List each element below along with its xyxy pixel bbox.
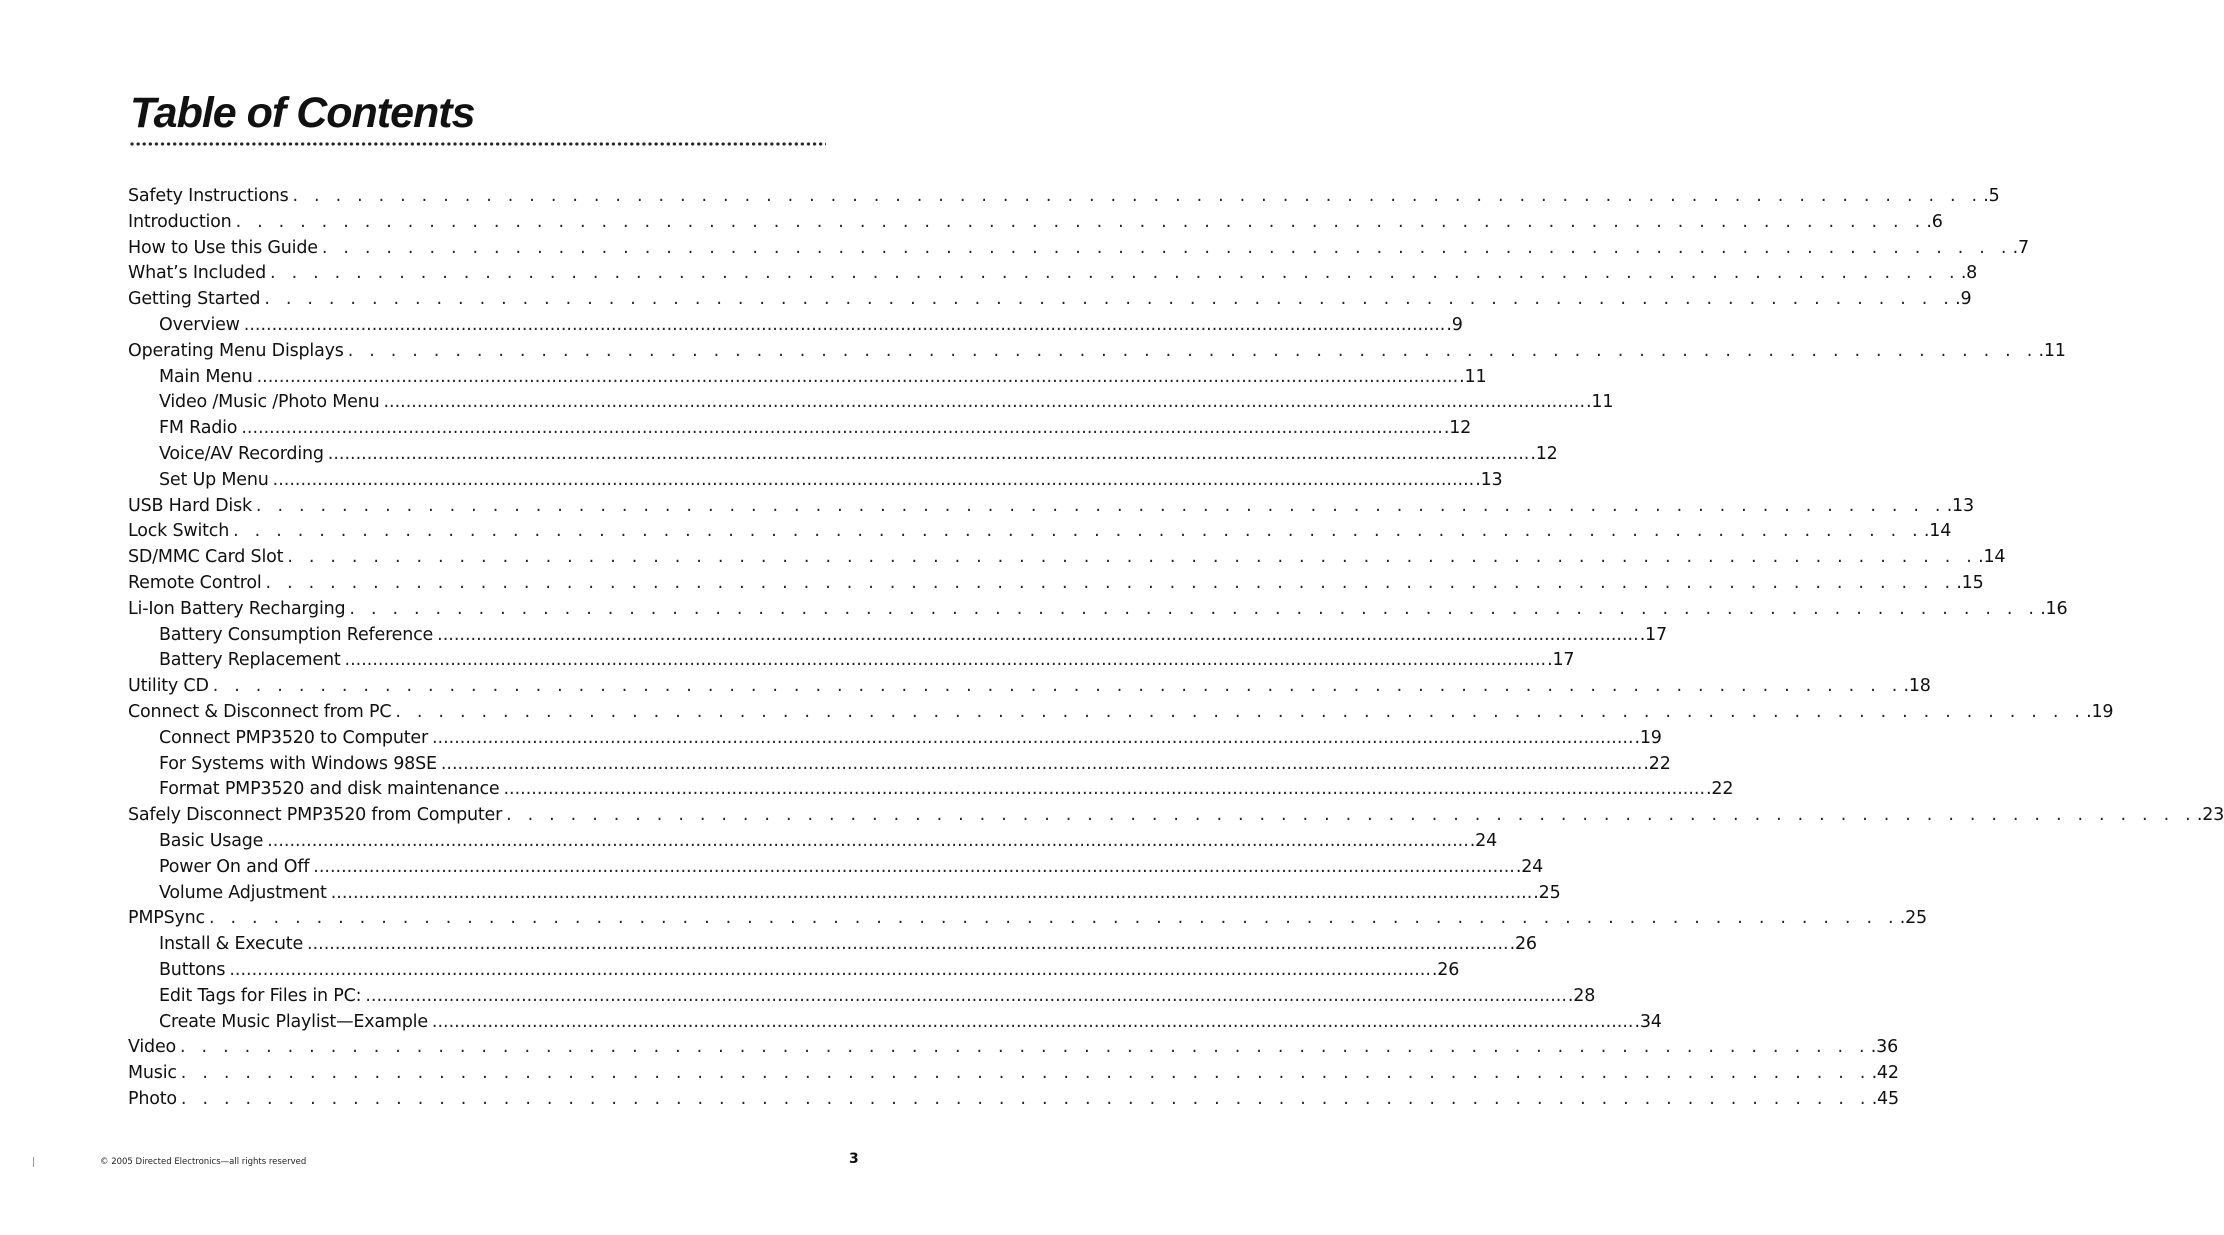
toc-entry-label: Power On and Off: [159, 856, 310, 877]
dot-leader: . . . . . . . . . . . . . . . . . . . . . . . . . . . . . . . . . . . . . . . . . . . . . . . . . . . . . . . . . . . . . . . . . . . . . . . . . . . . . . .: [321, 237, 2012, 258]
toc-subentry[interactable]: [128, 855, 1544, 881]
toc-entry[interactable]: [128, 339, 2066, 365]
toc-entry-page: .28: [1567, 985, 1596, 1006]
toc-entry[interactable]: [128, 545, 2006, 571]
toc-entry-label: FM Radio: [159, 418, 238, 439]
dot-leader: . . . . . . . . . . . . . . . . . . . . . . . . . . . . . . . . . . . . . . . . . . . . . . . . . . . . . . . . . . . . . . . . . . . . . . . . . . . . . . .: [506, 805, 2196, 826]
dot-leader: ........................................................................................................................................................................................................................: [431, 727, 1634, 748]
toc-subentry[interactable]: [128, 752, 1671, 778]
toc-subentry[interactable]: [128, 881, 1561, 907]
toc-entry-page: .25: [1533, 882, 1561, 903]
toc-entry[interactable]: [128, 494, 1974, 520]
toc-entry-label: Buttons: [159, 959, 226, 980]
toc-entry[interactable]: [128, 1087, 1899, 1113]
toc-entry-page: .14: [1978, 547, 2006, 568]
toc-entry-label: Edit Tags for Files in PC:: [159, 985, 362, 1006]
toc-entry[interactable]: [128, 236, 2029, 262]
page-title: Table of Contents: [130, 89, 475, 137]
dot-leader: . . . . . . . . . . . . . . . . . . . . . . . . . . . . . . . . . . . . . . . . . . . . . . . . . . . . . . . . . . . . . . . . . . . . . . . . . . . . . . .: [235, 211, 1926, 232]
dot-leader: ........................................................................................................................................................................................................................: [256, 366, 1459, 387]
toc-entry-label: Video /Music /Photo Menu: [159, 392, 380, 413]
toc-entry-label: Connect & Disconnect from PC: [128, 701, 392, 722]
dot-leader: . . . . . . . . . . . . . . . . . . . . . . . . . . . . . . . . . . . . . . . . . . . . . . . . . . . . . . . . . . . . . . . . . . . . . . . . . . . . . . .: [287, 547, 1978, 568]
toc-subentry[interactable]: [128, 932, 1537, 958]
toc-entry-label: SD/MMC Card Slot: [128, 547, 284, 568]
toc-entry-page: .16: [2040, 598, 2068, 619]
page-number: 3: [849, 1151, 859, 1167]
dot-leader: ........................................................................................................................................................................................................................: [243, 314, 1446, 335]
toc-subentry[interactable]: [128, 468, 1503, 494]
footer-copyright: © 2005 Directed Electronics—all rights reserved: [100, 1157, 307, 1167]
toc-entry-label: How to Use this Guide: [128, 237, 318, 258]
dot-leader: . . . . . . . . . . . . . . . . . . . . . . . . . . . . . . . . . . . . . . . . . . . . . . . . . . . . . . . . . . . . . . . . . . . . . . . . . . . . . . .: [212, 676, 1903, 697]
toc-entry-label: Getting Started: [128, 289, 261, 310]
toc-entry[interactable]: [128, 700, 2114, 726]
toc-entry-page: .18: [1903, 676, 1931, 697]
toc-entry-page: .34: [1634, 1011, 1662, 1032]
dot-leader: ........................................................................................................................................................................................................................: [313, 856, 1515, 877]
toc-entry-label: Battery Consumption Reference: [159, 624, 434, 645]
dot-leader: ........................................................................................................................................................................................................................: [344, 650, 1547, 671]
toc-entry-label: Video: [128, 1037, 177, 1058]
toc-entry-page: .25: [1899, 908, 1927, 929]
toc-subentry[interactable]: [128, 442, 1558, 468]
dot-leader: . . . . . . . . . . . . . . . . . . . . . . . . . . . . . . . . . . . . . . . . . . . . . . . . . . . . . . . . . . . . . . . . . . . . . . . . . . . . . . .: [180, 1088, 1871, 1109]
toc-entry-label: Format PMP3520 and disk maintenance: [159, 779, 500, 800]
toc-entry-label: Voice/AV Recording: [159, 443, 324, 464]
toc-entry-page: .26: [1431, 959, 1460, 980]
toc-entry[interactable]: [128, 210, 1943, 236]
toc-entry[interactable]: [128, 597, 2068, 623]
toc-entry-label: Operating Menu Displays: [128, 340, 344, 361]
toc-entry-page: .8: [1960, 263, 1978, 284]
dot-leader: ........................................................................................................................................................................................................................: [431, 1011, 1634, 1032]
dot-leader: ........................................................................................................................................................................................................................: [330, 882, 1533, 903]
dot-leader: ........................................................................................................................................................................................................................: [440, 753, 1643, 774]
toc-entry-label: Lock Switch: [128, 521, 230, 542]
dot-leader: ........................................................................................................................................................................................................................: [267, 830, 1469, 851]
toc-entry-label: Battery Replacement: [159, 650, 341, 671]
dot-leader: ........................................................................................................................................................................................................................: [383, 392, 1586, 413]
toc-entry-label: For Systems with Windows 98SE: [159, 753, 437, 774]
toc-entry-label: Remote Control: [128, 572, 262, 593]
toc-entry-page: .13: [1946, 495, 1974, 516]
toc-entry[interactable]: [128, 519, 1952, 545]
dot-leader: ........................................................................................................................................................................................................................: [272, 469, 1475, 490]
toc-entry-page: .12: [1530, 443, 1558, 464]
toc-entry[interactable]: [128, 674, 1931, 700]
dot-leader: . . . . . . . . . . . . . . . . . . . . . . . . . . . . . . . . . . . . . . . . . . . . . . . . . . . . . . . . . . . . . . . . . . . . . . . . . . . . . . .: [180, 1063, 1871, 1084]
toc-entry[interactable]: [128, 1061, 1899, 1087]
toc-subentry[interactable]: [128, 365, 1487, 391]
toc-entry-label: PMPSync: [128, 908, 205, 929]
toc-entry-page: .24: [1515, 856, 1544, 877]
toc-entry-label: Li-Ion Battery Recharging: [128, 598, 346, 619]
toc-entry-label: Music: [128, 1063, 177, 1084]
toc-subentry[interactable]: [128, 1010, 1662, 1036]
toc-entry-label: Introduction: [128, 211, 232, 232]
toc-entry[interactable]: [128, 1035, 1899, 1061]
toc-subentry[interactable]: [128, 648, 1575, 674]
toc-entry-label: Set Up Menu: [159, 469, 269, 490]
dotted-title-rule: [129, 141, 826, 147]
toc-entry-label: Create Music Playlist—Example: [159, 1011, 428, 1032]
toc-entry-page: .11: [1459, 366, 1487, 387]
toc-entry-page: .11: [2038, 340, 2066, 361]
toc-entry[interactable]: [128, 184, 2000, 210]
toc-entry-page: .12: [1443, 418, 1472, 439]
dot-leader: . . . . . . . . . . . . . . . . . . . . . . . . . . . . . . . . . . . . . . . . . . . . . . . . . . . . . . . . . . . . . . . . . . . . . . . . . . . . . . .: [347, 340, 2038, 361]
dot-leader: . . . . . . . . . . . . . . . . . . . . . . . . . . . . . . . . . . . . . . . . . . . . . . . . . . . . . . . . . . . . . . . . . . . . . . . . . . . . . . .: [208, 908, 1899, 929]
toc-entry-page: .17: [1639, 624, 1667, 645]
dot-leader: . . . . . . . . . . . . . . . . . . . . . . . . . . . . . . . . . . . . . . . . . . . . . . . . . . . . . . . . . . . . . . . . . . . . . . . . . . . . . . .: [395, 701, 2086, 722]
toc-subentry[interactable]: [128, 313, 1463, 339]
toc-entry-page: .9: [1955, 289, 1972, 310]
toc-entry-page: .5: [1983, 186, 2000, 206]
dot-leader: ........................................................................................................................................................................................................................: [241, 418, 1443, 439]
dot-leader: . . . . . . . . . . . . . . . . . . . . . . . . . . . . . . . . . . . . . . . . . . . . . . . . . . . . . . . . . . . . . . . . . . . . . . . . . . . . . . .: [180, 1037, 1870, 1058]
toc-entry-page: .19: [2086, 701, 2114, 722]
toc-entry-page: .23: [2196, 805, 2224, 826]
toc-entry-label: What’s Included: [128, 263, 267, 284]
toc-subentry[interactable]: [128, 623, 1667, 649]
toc-entry[interactable]: [128, 571, 1984, 597]
toc-entry-page: .7: [2012, 237, 2029, 258]
toc-subentry[interactable]: [128, 958, 1460, 984]
dot-leader: ........................................................................................................................................................................................................................: [437, 624, 1639, 645]
toc-entry-page: .45: [1871, 1088, 1899, 1109]
toc-entry-label: Photo: [128, 1088, 177, 1109]
table-of-contents: [128, 184, 2224, 1113]
toc-entry[interactable]: [128, 803, 2224, 829]
toc-entry-label: Basic Usage: [159, 830, 264, 851]
dot-leader: . . . . . . . . . . . . . . . . . . . . . . . . . . . . . . . . . . . . . . . . . . . . . . . . . . . . . . . . . . . . . . . . . . . . . . . . . . . . . . .: [255, 495, 1946, 516]
toc-entry-page: .36: [1870, 1037, 1899, 1058]
toc-subentry[interactable]: [128, 416, 1472, 442]
toc-subentry[interactable]: [128, 829, 1498, 855]
dot-leader: . . . . . . . . . . . . . . . . . . . . . . . . . . . . . . . . . . . . . . . . . . . . . . . . . . . . . . . . . . . . . . . . . . . . . . . . . . . . . . .: [265, 572, 1956, 593]
toc-entry[interactable]: [128, 287, 1972, 313]
toc-entry[interactable]: [128, 906, 1927, 932]
toc-entry-label: Safety Instructions: [128, 186, 289, 206]
toc-entry-page: .11: [1586, 392, 1614, 413]
toc-entry-label: Utility CD: [128, 676, 209, 697]
toc-entry-label: Install & Execute: [159, 934, 304, 955]
toc-subentry[interactable]: [128, 777, 1734, 803]
dot-leader: . . . . . . . . . . . . . . . . . . . . . . . . . . . . . . . . . . . . . . . . . . . . . . . . . . . . . . . . . . . . . . . . . . . . . . . . . . . . . . .: [349, 598, 2040, 619]
toc-subentry[interactable]: [128, 984, 1596, 1010]
toc-entry-page: .13: [1475, 469, 1503, 490]
toc-entry[interactable]: [128, 261, 1978, 287]
toc-entry-label: Safely Disconnect PMP3520 from Computer: [128, 805, 503, 826]
toc-entry-page: .9: [1446, 314, 1463, 335]
toc-entry-page: .15: [1956, 572, 1984, 593]
toc-entry-page: .17: [1547, 650, 1575, 671]
toc-entry-page: .26: [1509, 934, 1537, 955]
toc-entry-page: .19: [1634, 727, 1662, 748]
toc-entry-page: .22: [1643, 753, 1671, 774]
toc-entry-page: .22: [1706, 779, 1734, 800]
dot-leader: ........................................................................................................................................................................................................................: [365, 985, 1567, 1006]
toc-entry-label: Overview: [159, 314, 240, 335]
toc-subentry[interactable]: [128, 726, 1662, 752]
toc-entry-label: USB Hard Disk: [128, 495, 252, 516]
toc-entry-page: .24: [1469, 830, 1498, 851]
dot-leader: ........................................................................................................................................................................................................................: [327, 443, 1530, 464]
toc-entry-page: .14: [1923, 521, 1952, 542]
dot-leader: . . . . . . . . . . . . . . . . . . . . . . . . . . . . . . . . . . . . . . . . . . . . . . . . . . . . . . . . . . . . . . . . . . . . . . . . . . . . . . .: [264, 289, 1955, 310]
dot-leader: ........................................................................................................................................................................................................................: [307, 934, 1509, 955]
dot-leader: ........................................................................................................................................................................................................................: [503, 779, 1706, 800]
dot-leader: . . . . . . . . . . . . . . . . . . . . . . . . . . . . . . . . . . . . . . . . . . . . . . . . . . . . . . . . . . . . . . . . . . . . . . . . . . . . . . .: [233, 521, 1923, 542]
toc-entry-label: Volume Adjustment: [159, 882, 327, 903]
toc-subentry[interactable]: [128, 390, 1614, 416]
dot-leader: . . . . . . . . . . . . . . . . . . . . . . . . . . . . . . . . . . . . . . . . . . . . . . . . . . . . . . . . . . . . . . . . . . . . . . . . . . . . . . .: [270, 263, 1960, 284]
toc-entry-page: .6: [1926, 211, 1943, 232]
dot-leader: ........................................................................................................................................................................................................................: [229, 959, 1431, 980]
toc-entry-label: Connect PMP3520 to Computer: [159, 727, 428, 748]
toc-entry-label: Main Menu: [159, 366, 253, 387]
dot-leader: . . . . . . . . . . . . . . . . . . . . . . . . . . . . . . . . . . . . . . . . . . . . . . . . . . . . . . . . . . . . . . . . . . . . . . . . . . . . . . .: [292, 186, 1983, 206]
toc-entry-page: .42: [1871, 1063, 1899, 1084]
footer-margin-mark: [33, 1157, 34, 1167]
